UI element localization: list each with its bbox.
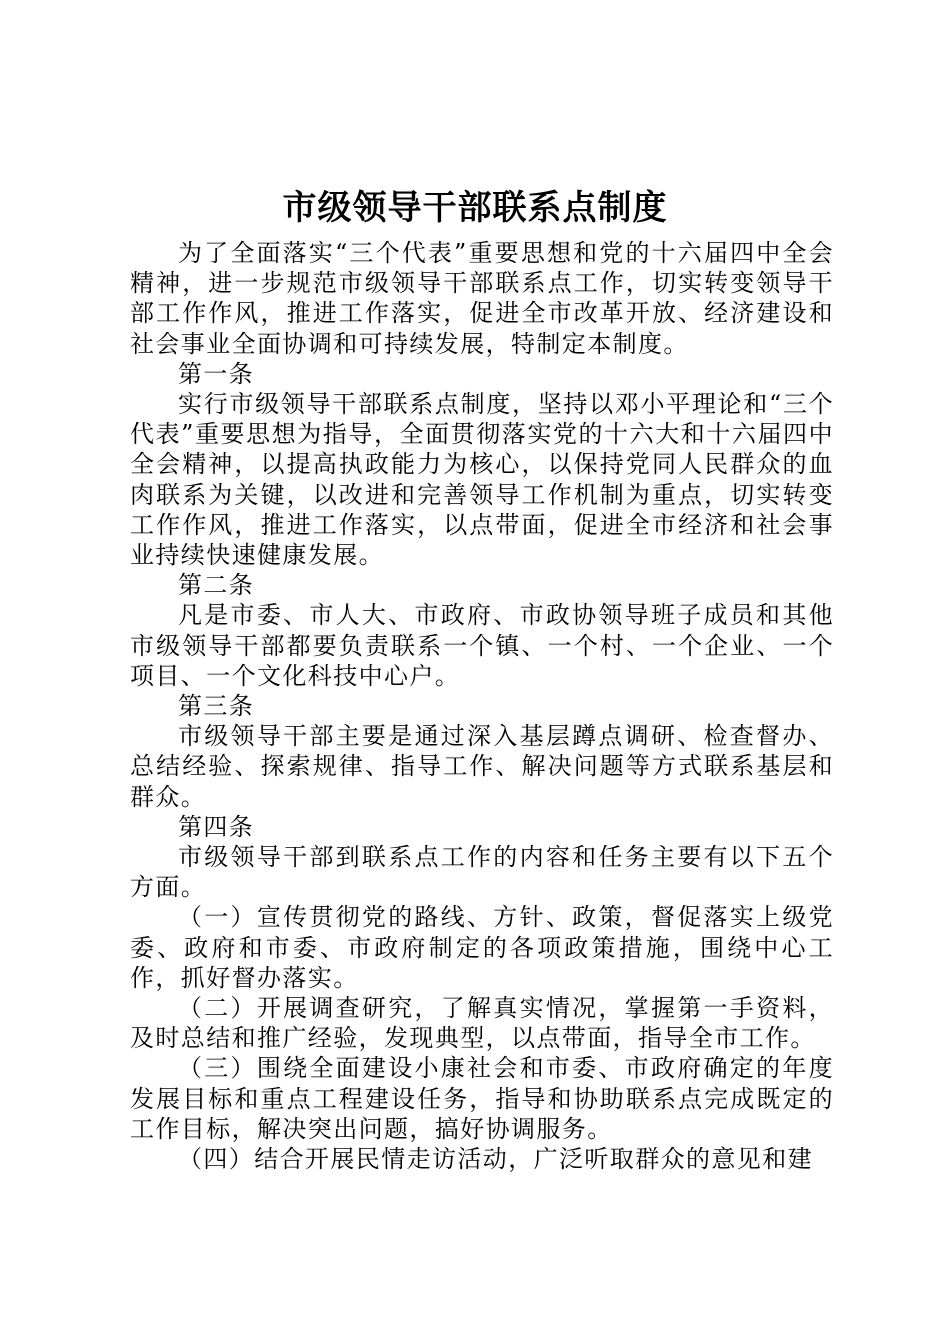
paragraph-article-4: 市级领导干部到联系点工作的内容和任务主要有以下五个方面。 (130, 843, 834, 902)
paragraph-article-2: 凡是市委、市人大、市政府、市政协领导班子成员和其他市级领导干部都要负责联系一个镇、一个村、一个企业、一个项目、一个文化科技中心户。 (130, 601, 834, 690)
paragraph-article-1: 实行市级领导干部联系点制度，坚持以邓小平理论和“三个代表”重要思想为指导，全面贯彻落实党的十六大和十六届四中全会精神，以提高执政能力为核心，以保持党同人民群众的血肉联系为关键，以改进和完善领导工作机制为重点，切实转变工作作风，推进工作落实，以点带面，促进全市经济和社会事业持续快速健康发展。 (130, 390, 834, 570)
article-heading-2: 第二条 (178, 571, 255, 600)
article-heading-1: 第一条 (178, 359, 255, 388)
document-body (130, 238, 834, 1174)
list-item-3: （三）围绕全面建设小康社会和市委、市政府确定的年度发展目标和重点工程建设任务，指导和协助联系点完成既定的工作目标，解决突出问题，搞好协调服务。 (130, 1054, 834, 1143)
article-heading-4: 第四条 (178, 812, 255, 841)
list-item-2: （二）开展调查研究，了解真实情况，掌握第一手资料，及时总结和推广经验，发现典型，以点带面，指导全市工作。 (130, 994, 834, 1053)
list-item-4: （四）结合开展民情走访活动，广泛听取群众的意见和建 (178, 1145, 813, 1174)
list-item-1: （一）宣传贯彻党的路线、方针、政策，督促落实上级党委、政府和市委、市政府制定的各项政策措施，围绕中心工作，抓好督办落实。 (130, 903, 834, 992)
article-heading-3: 第三条 (178, 692, 255, 721)
paragraph-intro: 为了全面落实“三个代表”重要思想和党的十六届四中全会精神，进一步规范市级领导干部联系点工作，切实转变领导干部工作作风，推进工作落实，促进全市改革开放、经济建设和社会事业全面协调和可持续发展，特制定本制度。 (130, 239, 834, 358)
paragraph-article-3: 市级领导干部主要是通过深入基层蹲点调研、检查督办、总结经验、探索规律、指导工作、解决问题等方式联系基层和群众。 (130, 722, 834, 811)
document-title: 市级领导干部联系点制度 (282, 188, 668, 228)
